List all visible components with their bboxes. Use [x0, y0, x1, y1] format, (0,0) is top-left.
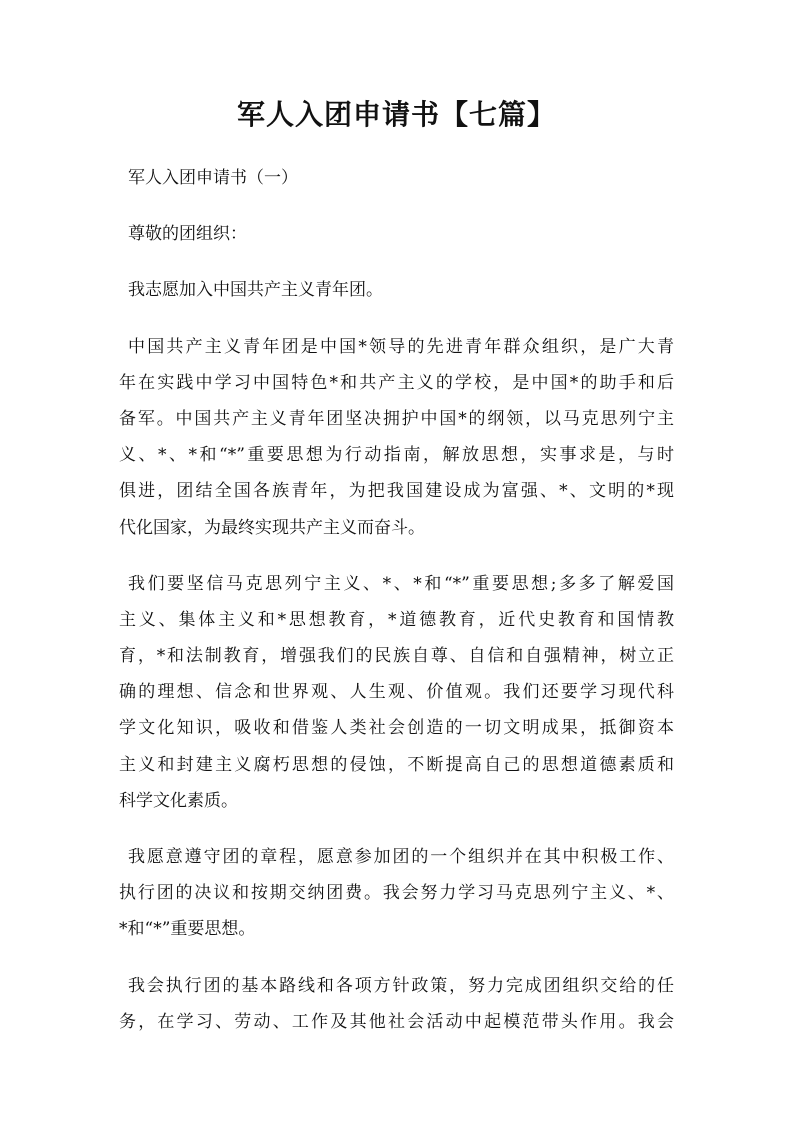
document-title: 军人入团申请书【七篇】: [236, 98, 556, 131]
statement: 我志愿加入中国共产主义青年团。: [128, 280, 383, 301]
paragraph-line: 育，*和法制教育，增强我们的民族自尊、自信和自强精神，树立正: [119, 646, 674, 667]
paragraph-line: 代化国家，为最终实现共产主义而奋斗。: [119, 517, 425, 538]
paragraph-line: 科学文化素质。: [119, 790, 238, 811]
paragraph-gap: [119, 819, 674, 839]
paragraph-4: [119, 968, 674, 1040]
paragraph-line: 主义和封建主义腐朽思想的侵蚀，不断提高自己的思想道德素质和: [119, 754, 674, 775]
paragraph-gap: [119, 252, 674, 272]
paragraph-line: 确的理想、信念和世界观、人生观、价值观。我们还要学习现代科: [119, 682, 674, 703]
paragraph-line: 俱进，团结全国各族青年，为把我国建设成为富强、*、文明的*现: [119, 481, 674, 502]
paragraph-line: 我们要坚信马克思列宁主义、*、*和“*”重要思想;多多了解爱国: [128, 573, 674, 594]
paragraph-line: 学文化知识，吸收和借鉴人类社会创造的一切文明成果，抵御资本: [119, 718, 674, 739]
paragraph-line: 备军。中国共产主义青年团坚决拥护中国*的纲领，以马克思列宁主: [119, 408, 674, 429]
section-heading: 军人入团申请书（一）: [128, 168, 298, 188]
paragraph-gap: [119, 546, 674, 566]
paragraph-1: [119, 329, 674, 546]
document-body: [119, 160, 674, 1040]
paragraph-line: 主义、集体主义和*思想教育，*道德教育，近代史教育和国情教: [119, 609, 674, 630]
paragraph-line: *和“*”重要思想。: [119, 919, 256, 940]
paragraph-line: 义、*、*和“*”重要思想为行动指南，解放思想，实事求是，与时: [119, 445, 674, 466]
paragraph-line: 执行团的决议和按期交纳团费。我会努力学习马克思列宁主义、*、: [119, 883, 674, 904]
paragraph-gap: [119, 948, 674, 968]
salutation: 尊敬的团组织：: [128, 224, 247, 245]
paragraph-line: 年在实践中学习中国特色*和共产主义的学校，是中国*的助手和后: [119, 372, 674, 393]
paragraph-3: [119, 839, 674, 948]
paragraph-gap: [119, 309, 674, 329]
paragraph-2: [119, 566, 674, 819]
paragraph-line: 务，在学习、劳动、工作及其他社会活动中起模范带头作用。我会: [119, 1011, 674, 1032]
paragraph-line: 中国共产主义青年团是中国*领导的先进青年群众组织，是广大青: [128, 336, 674, 357]
paragraph-line: 我愿意遵守团的章程，愿意参加团的一个组织并在其中积极工作、: [128, 847, 674, 867]
paragraph-gap: [119, 196, 674, 216]
paragraph-line: 我会执行团的基本路线和各项方针政策，努力完成团组织交给的任: [128, 975, 674, 996]
